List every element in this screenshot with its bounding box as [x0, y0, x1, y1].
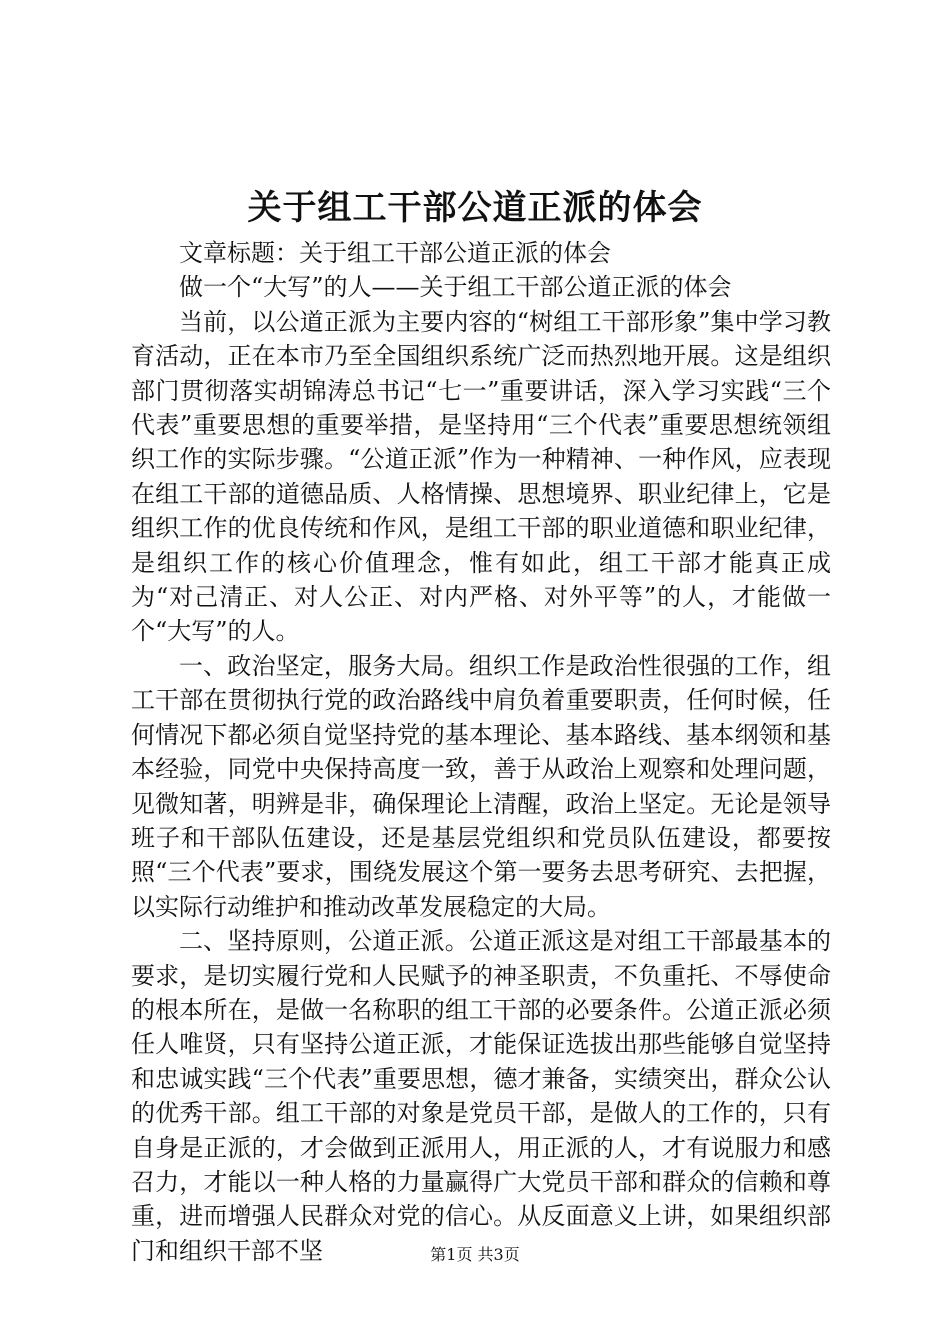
body-paragraph: 二、坚持原则，公道正派。公道正派这是对组工干部最基本的要求，是切实履行党和人民赋予的神圣职责，不负重托、不辱使命的根本所在，是做一名称职的组工干部的必要条件。公道正派必须任人唯贤，只有坚持公道正派，才能保证选拔出那些能够自觉坚持和忠诚实践“三个代表”重要思想，德才兼备，实绩突出，群众公认的优秀干部。组工干部的对象是党员干部，是做人的工作的，只有自身是正派的，才会做到正派用人，用正派的人，才有说服力和感召力，才能以一种人格的力量赢得广大党员干部和群众的信赖和尊重，进而增强人民群众对党的信心。从反面意义上讲，如果组织部门和组织干部不坚 — [131, 927, 831, 1265]
page-footer: 第1页 共3页 — [430, 1245, 520, 1264]
document-title: 关于组工干部公道正派的体会 — [247, 188, 703, 228]
article-title-line: 文章标题：关于组工干部公道正派的体会 — [179, 239, 611, 267]
subtitle-line: 做一个“大写”的人——关于组工干部公道正派的体会 — [179, 273, 732, 302]
body-paragraph: 当前，以公道正派为主要内容的“树组工干部形象”集中学习教育活动，正在本市乃至全国组织系统广泛而热烈地开展。这是组织部门贯彻落实胡锦涛总书记“七一”重要讲话，深入学习实践“三个代表”重要思想的重要举措，是坚持用“三个代表”重要思想统领组织工作的实际步骤。“公道正派”作为一种精神、一种作风，应表现在组工干部的道德品质、人格情操、思想境界、职业纪律上，它是组织工作的优良传统和作风，是组工干部的职业道德和职业纪律，是组织工作的核心价值理念，惟有如此，组工干部才能真正成为“对己清正、对人公正、对内严格、对外平等”的人，才能做一个“大写”的人。 — [131, 307, 831, 646]
document-body — [131, 236, 831, 1268]
body-paragraph: 一、政治坚定，服务大局。组织工作是政治性很强的工作，组工干部在贯彻执行党的政治路线中肩负着重要职责，任何时候，任何情况下都必须自觉坚持党的基本理论、基本路线、基本纲领和基本经验，同党中央保持高度一致，善于从政治上观察和处理问题，见微知著，明辨是非，确保理论上清醒，政治上坚定。无论是领导班子和干部队伍建设，还是基层党组织和党员队伍建设，都要按照“三个代表”要求，围绕发展这个第一要务去思考研究、去把握，以实际行动维护和推动改革发展稳定的大局。 — [131, 651, 831, 921]
